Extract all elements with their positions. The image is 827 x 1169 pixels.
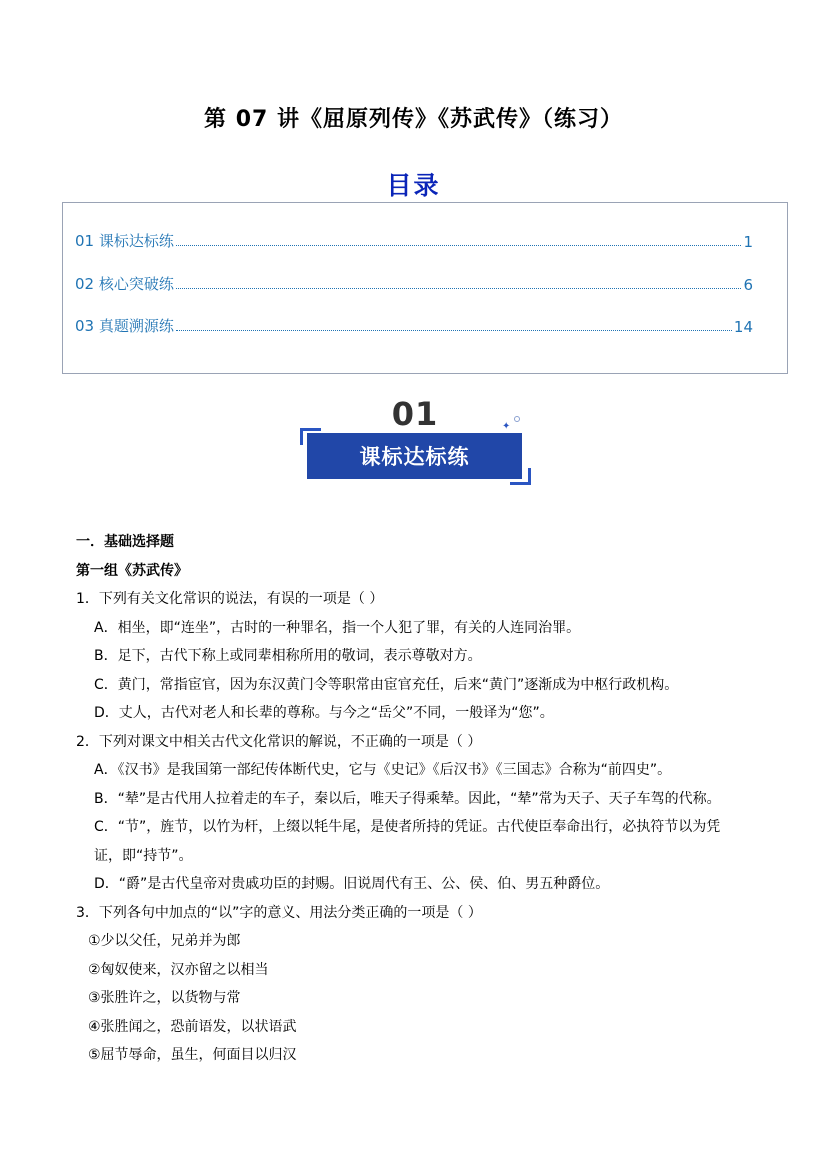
list-item: ④张胜闻之，恐前语发，以状语武 <box>88 1019 297 1035</box>
list-item: ③张胜许之，以货物与常 <box>88 990 241 1006</box>
group-heading: 第一组《苏武传》 <box>76 563 188 579</box>
table-of-contents <box>62 202 788 374</box>
question-stem: 3．下列各句中加点的“以”字的意义、用法分类正确的一项是（ ） <box>76 905 482 921</box>
toc-item-label: 03 真题溯源练 <box>75 317 174 335</box>
toc-leader-dots <box>176 288 742 289</box>
option: A．相坐，即“连坐”，古时的一种罪名，指一个人犯了罪，有关的人连同治罪。 <box>94 620 581 636</box>
toc-heading: 目录 <box>386 171 441 200</box>
sparkle-icon: ✦ <box>502 421 511 432</box>
toc-item-label: 01 课标达标练 <box>75 232 174 250</box>
option-continuation: 证，即“持节”。 <box>94 848 193 864</box>
toc-item-page: 6 <box>743 276 753 294</box>
question-stem: 1．下列有关文化常识的说法，有误的一项是（ ） <box>76 591 384 607</box>
option: B．足下，古代下称上或同辈相称所用的敬词，表示尊敬对方。 <box>94 648 482 664</box>
option: D．“爵”是古代皇帝对贵戚功臣的封赐。旧说周代有王、公、侯、伯、男五种爵位。 <box>94 876 610 892</box>
option: A．《汉书》是我国第一部纪传体断代史，它与《史记》《后汉书》《三国志》合称为“前四史”。 <box>94 762 672 778</box>
dot-icon <box>514 416 520 422</box>
list-item: ②匈奴使来，汉亦留之以相当 <box>88 962 269 978</box>
toc-leader-dots <box>176 245 742 246</box>
option: B．“辇”是古代用人拉着走的车子，秦以后，唯天子得乘辇。因此，“辇”常为天子、天子车驾的代称。 <box>94 791 721 807</box>
toc-item-label: 02 核心突破练 <box>75 275 174 293</box>
toc-item-2[interactable] <box>75 272 753 294</box>
toc-item-3[interactable] <box>75 314 753 336</box>
section-number: 01 <box>391 395 439 433</box>
toc-item-1[interactable] <box>75 229 753 251</box>
section-heading: 一．基础选择题 <box>76 534 174 550</box>
option: D．丈人，古代对老人和长辈的尊称。与今之“岳父”不同，一般译为“您”。 <box>94 705 554 721</box>
option: C．黄门，常指宦官，因为东汉黄门令等职常由宦官充任，后来“黄门”逐渐成为中枢行政机构。 <box>94 677 679 693</box>
toc-item-page: 1 <box>743 233 753 251</box>
toc-leader-dots <box>176 330 732 331</box>
section-label-banner: 课标达标练 <box>307 433 522 479</box>
question-stem: 2．下列对课文中相关古代文化常识的解说，不正确的一项是（ ） <box>76 734 482 750</box>
toc-item-page: 14 <box>733 318 753 336</box>
option: C．“节”，旌节，以竹为杆，上缀以牦牛尾，是使者所持的凭证。古代使臣奉命出行，必执符节以为凭 <box>94 819 721 835</box>
list-item: ①少以父任，兄弟并为郎 <box>88 933 241 949</box>
list-item: ⑤屈节辱命，虽生，何面目以归汉 <box>88 1047 297 1063</box>
page-title: 第 07 讲《屈原列传》《苏武传》（练习） <box>204 107 623 132</box>
